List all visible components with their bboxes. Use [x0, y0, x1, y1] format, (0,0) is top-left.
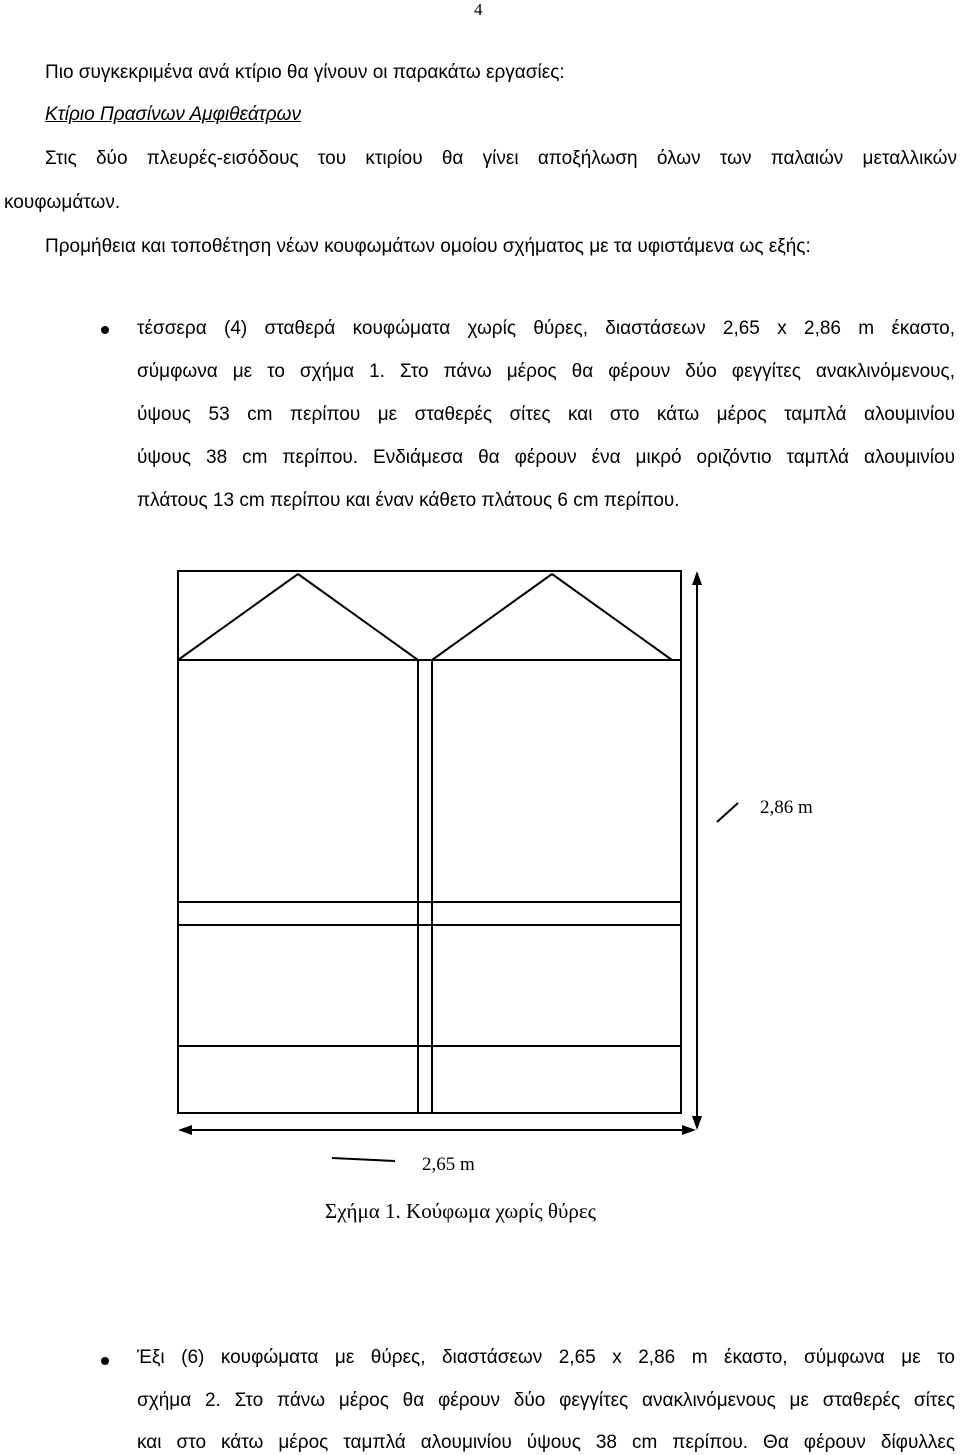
bullet-line: ύψους 53 cm περίπου με σταθερές σίτες και στο κάτω μέρος ταμπλά αλουμινίου	[137, 404, 955, 425]
width-label: 2,65 m	[422, 1154, 475, 1175]
bullet-line: πλάτους 13 cm περίπου και έναν κάθετο πλάτους 6 cm περίπου.	[137, 490, 680, 511]
bullet-line: σχήμα 2. Στο πάνω μέρος θα φέρουν δύο φεγγίτες ανακλινόμενους με σταθερές σίτες	[137, 1390, 955, 1411]
vent-right-b	[552, 574, 672, 660]
page-number: 4	[474, 0, 483, 19]
bullet-line: ύψους 38 cm περίπου. Ενδιάμεσα θα φέρουν ένα μικρό οριζόντιο ταμπλά αλουμινίου	[137, 447, 955, 468]
vent-left-b	[298, 574, 418, 660]
bullet-line: και στο κάτω μέρος ταμπλά αλουμινίου ύψους 38 cm περίπου. Θα φέρουν δίφυλλες	[137, 1432, 955, 1453]
arrow-left-icon	[178, 1125, 192, 1135]
arrow-up-icon	[692, 571, 702, 585]
bullet-dot	[101, 1357, 109, 1365]
width-leader	[332, 1158, 395, 1161]
height-leader	[717, 803, 738, 822]
bullet-line: τέσσερα (4) σταθερά κουφώματα χωρίς θύρες, διαστάσεων 2,65 x 2,86 m έκαστο,	[137, 318, 955, 339]
frame-outline	[178, 571, 681, 1113]
vent-left-a	[178, 574, 298, 660]
figure-caption: Σχήμα 1. Κούφωμα χωρίς θύρες	[325, 1199, 597, 1223]
intro-text: Πιο συγκεκριμένα ανά κτίριο θα γίνουν οι παρακάτω εργασίες:	[45, 62, 565, 83]
paragraph-line: Προμήθεια και τοποθέτηση νέων κουφωμάτων ομοίου σχήματος με τα υφιστάμενα ως εξής:	[45, 236, 811, 257]
bullet-line: Έξι (6) κουφώματα με θύρες, διαστάσεων 2,65 x 2,86 m έκαστο, σύμφωνα με το	[137, 1347, 955, 1368]
height-label: 2,86 m	[760, 797, 813, 818]
paragraph-line: κουφωμάτων.	[4, 192, 121, 213]
building-title: Κτίριο Πρασίνων Αμφιθεάτρων	[45, 104, 301, 125]
arrow-right-icon	[682, 1125, 696, 1135]
paragraph-line: Στις δύο πλευρές-εισόδους του κτιρίου θα γίνει αποξήλωση όλων των παλαιών μεταλλικών	[45, 148, 957, 169]
arrow-down-icon	[692, 1116, 702, 1130]
vent-right-a	[432, 574, 552, 660]
bullet-line: σύμφωνα με το σχήμα 1. Στο πάνω μέρος θα φέρουν δύο φεγγίτες ανακλινόμενους,	[137, 361, 955, 382]
